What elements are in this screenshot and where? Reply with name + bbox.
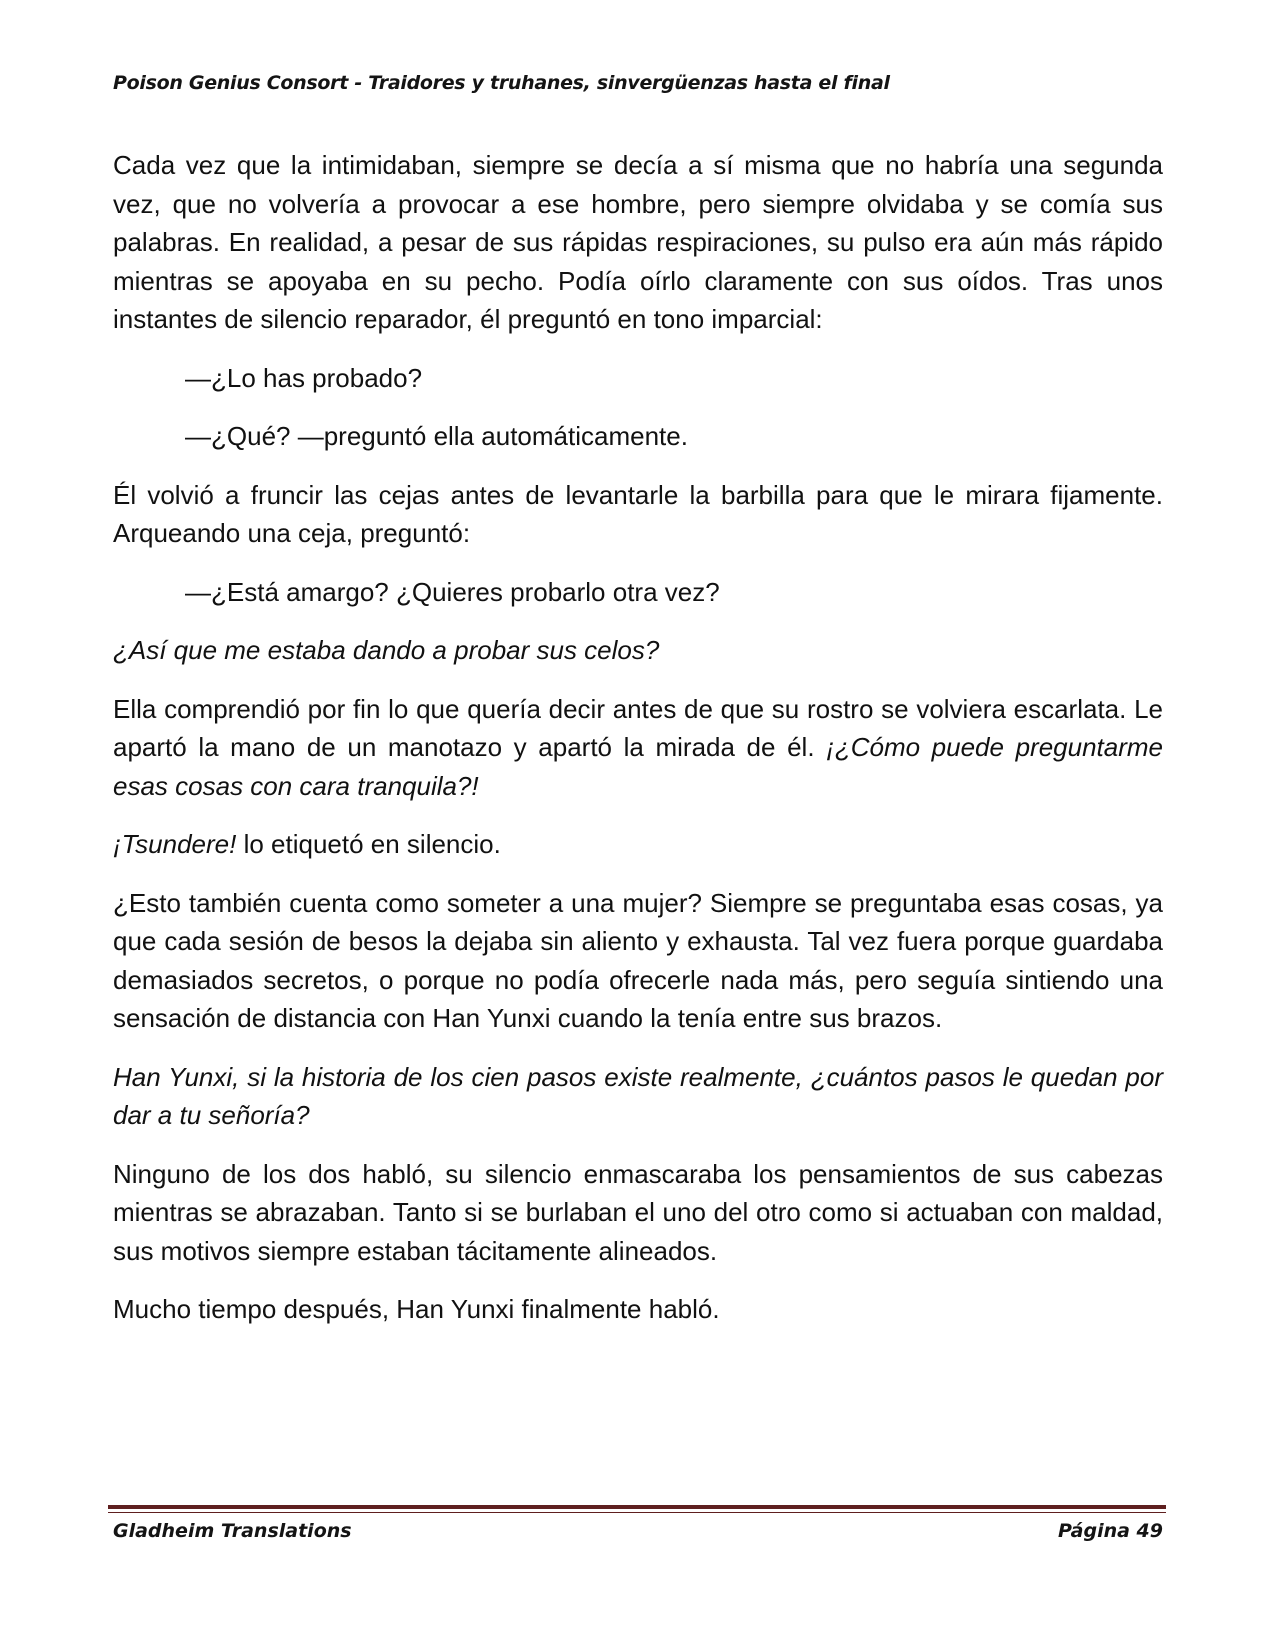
dialogue-line: —¿Está amargo? ¿Quieres probarlo otra vez? [185,576,720,607]
paragraph-text: lo etiquetó en silencio. [236,829,501,859]
paragraph: Cada vez que la intimidaban, siempre se decía a sí misma que no habría una segunda vez, que no volvería a provocar a ese hombre, pero siempre olvidaba y se comía sus palabras. En realidad, a pesar de sus rápidas respiraciones, su pulso era aún más rápido mientras se apoyaba en su pecho. Podía oírlo claramente con sus oídos. Tras unos instantes de silencio reparador, él preguntó en tono imparcial: [113,150,1163,334]
inner-thought: ¡Tsundere! [113,829,237,859]
paragraph [113,825,1163,864]
dialogue-line: —¿Qué? —preguntó ella automáticamente. [185,421,688,451]
inner-thought: Han Yunxi, si la historia de los cien pasos existe realmente, ¿cuántos pasos le quedan por dar a tu señoría? [113,1061,1163,1130]
paragraph-text: Ella comprendió por fin lo que quería decir antes de que su rostro se volviera escarlata. Le apartó la mano de un manotazo y apartó la mirada de él. [113,693,1163,762]
dialogue-line: —¿Lo has probado? [185,362,423,393]
paragraph [113,690,1163,806]
document-body [113,146,1163,1349]
paragraph: Ninguno de los dos habló, su silencio enmascaraba los pensamientos de sus cabezas mientras se abrazaban. Tanto si se burlaban el uno del otro como si actuaban con maldad, sus motivos siempre estaban tácitamente alineados. [113,1158,1163,1266]
footer-divider [108,1505,1166,1509]
paragraph: Él volvió a fruncir las cejas antes de levantarle la barbilla para que le mirara fijamente. Arqueando una ceja, preguntó: [113,479,1163,548]
footer-divider-thin [108,1512,1166,1513]
inner-thought: ¿Así que me estaba dando a probar sus celos? [113,635,660,665]
footer-translator: Gladheim Translations [113,1520,352,1542]
inner-thought: ¡¿Cómo puede preguntarme esas cosas con cara tranquila?! [113,732,1164,801]
page-header: Poison Genius Consort - Traidores y truhanes, sinvergüenzas hasta el final [113,72,890,94]
paragraph: ¿Esto también cuenta como someter a una mujer? Siempre se preguntaba esas cosas, ya que cada sesión de besos la dejaba sin aliento y exhausta. Tal vez fuera porque guardaba demasiados secretos, o porque no podía ofrecerle nada más, pero seguía sintiendo una sensación de distancia con Han Yunxi cuando la tenía entre sus brazos. [113,887,1163,1033]
paragraph: Mucho tiempo después, Han Yunxi finalmente habló. [113,1294,720,1324]
page-number: Página 49 [1057,1520,1163,1542]
